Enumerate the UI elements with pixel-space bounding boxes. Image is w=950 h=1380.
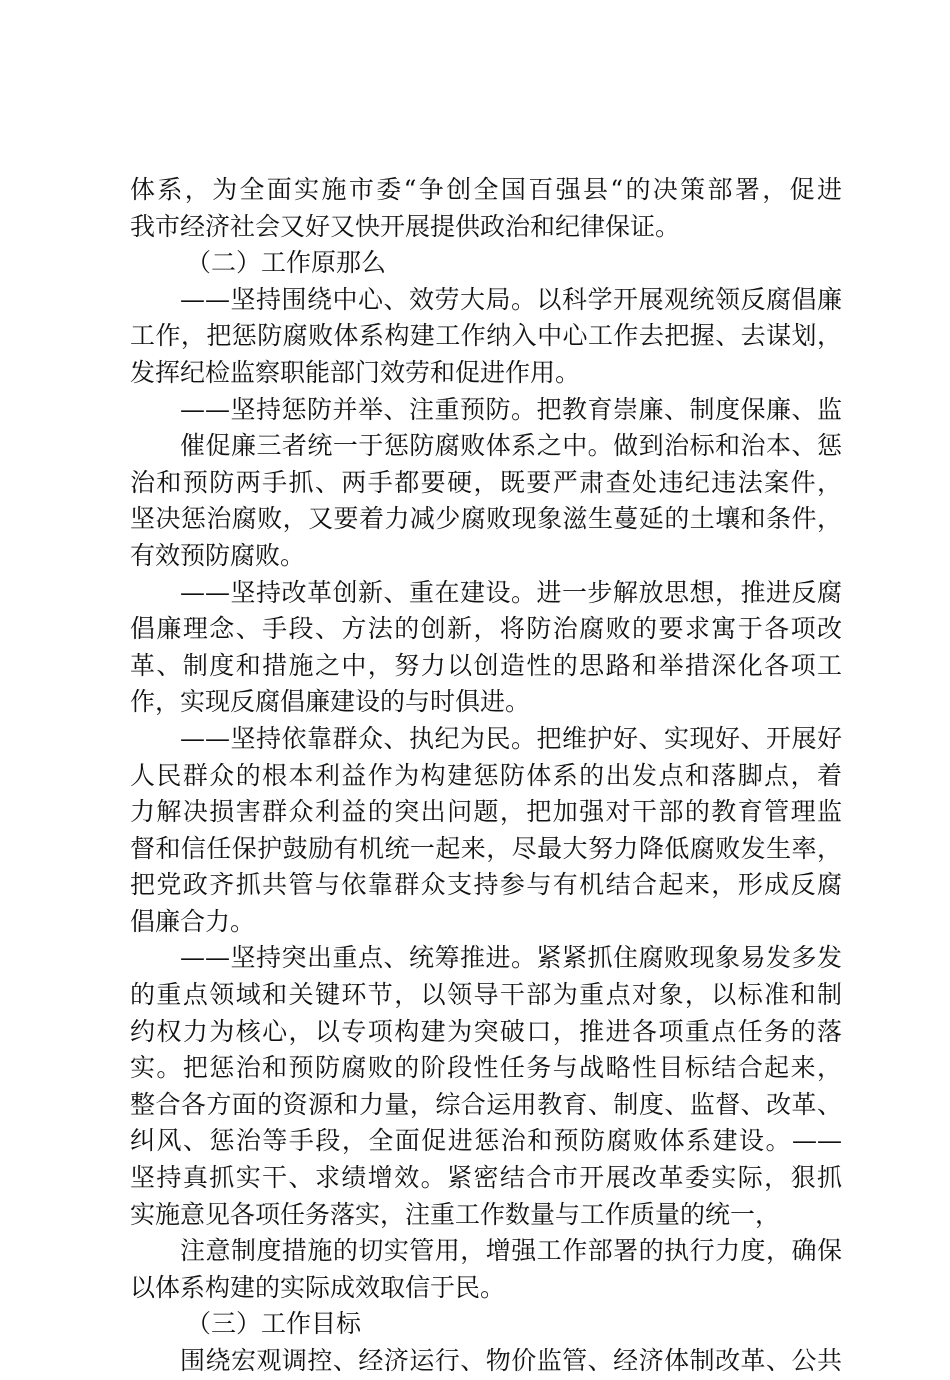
- document-body: [130, 172, 842, 1380]
- text-line: ——坚持改革创新、重在建设。进一步解放思想，推进反腐: [180, 577, 842, 607]
- text-line: 约权力为核心，以专项构建为突破口，推进各项重点任务的落: [130, 1016, 842, 1046]
- text-line: 坚持真抓实干、求绩增效。紧密结合市开展改革委实际，狠抓: [130, 1163, 842, 1193]
- section-heading: （二）工作原那么: [186, 248, 387, 278]
- text-line: 督和信任保护鼓励有机统一起来，尽最大努力降低腐败发生率，: [130, 833, 842, 863]
- text-line: 力解决损害群众利益的突出问题，把加强对干部的教育管理监: [130, 797, 842, 827]
- text-line: 人民群众的根本利益作为构建惩防体系的出发点和落脚点，着: [130, 760, 842, 790]
- text-line: 把党政齐抓共管与依靠群众支持参与有机结合起来，形成反腐: [130, 870, 842, 900]
- text-line: ——坚持惩防并举、注重预防。把教育崇廉、制度保廉、监: [180, 394, 842, 424]
- text-line: ——坚持围绕中心、效劳大局。以科学开展观统领反腐倡廉: [180, 284, 842, 314]
- text-line: 发挥纪检监察职能部门效劳和促进作用。: [130, 357, 581, 387]
- text-line: 纠风、惩治等手段，全面促进惩治和预防腐败体系建设。——: [130, 1126, 842, 1156]
- text-line: 实施意见各项任务落实，注重工作数量与工作质量的统一，: [130, 1199, 781, 1229]
- text-line: 倡廉理念、手段、方法的创新，将防治腐败的要求寓于各项改: [130, 614, 842, 644]
- text-line: 实。把惩治和预防腐败的阶段性任务与战略性目标结合起来，: [130, 1053, 842, 1083]
- text-line: 体系，为全面实施市委“争创全国百强县“的决策部署，促进: [130, 175, 842, 204]
- text-line: 坚决惩治腐败，又要着力减少腐败现象滋生蔓延的土壤和条件，: [130, 504, 842, 534]
- text-line: 我市经济社会又好又快开展提供政治和纪律保证。: [130, 211, 681, 241]
- text-line: 的重点领域和关键环节，以领导干部为重点对象，以标准和制: [130, 980, 842, 1010]
- text-line: 以体系构建的实际成效取信于民。: [130, 1272, 506, 1302]
- section-heading: （三）工作目标: [186, 1309, 362, 1339]
- text-line: 有效预防腐败。: [130, 540, 306, 570]
- text-line: ——坚持依靠群众、执纪为民。把维护好、实现好、开展好: [180, 723, 842, 753]
- text-line: 围绕宏观调控、经济运行、物价监管、经济体制改革、公共: [180, 1346, 842, 1375]
- text-line: 倡廉合力。: [130, 906, 256, 936]
- text-line: 作，实现反腐倡廉建设的与时俱进。: [130, 687, 531, 717]
- text-line: 催促廉三者统一于惩防腐败体系之中。做到治标和治本、惩: [180, 431, 842, 461]
- text-line: ——坚持突出重点、统筹推进。紧紧抓住腐败现象易发多发: [180, 943, 842, 973]
- text-line: 工作，把惩防腐败体系构建工作纳入中心工作去把握、去谋划，: [130, 321, 842, 351]
- text-line: 注意制度措施的切实管用，增强工作部署的执行力度，确保: [180, 1236, 842, 1266]
- text-line: 整合各方面的资源和力量，综合运用教育、制度、监督、改革、: [130, 1089, 842, 1119]
- text-line: 治和预防两手抓、两手都要硬，既要严肃查处违纪违法案件，: [130, 467, 842, 497]
- text-line: 革、制度和措施之中，努力以创造性的思路和举措深化各项工: [130, 650, 842, 680]
